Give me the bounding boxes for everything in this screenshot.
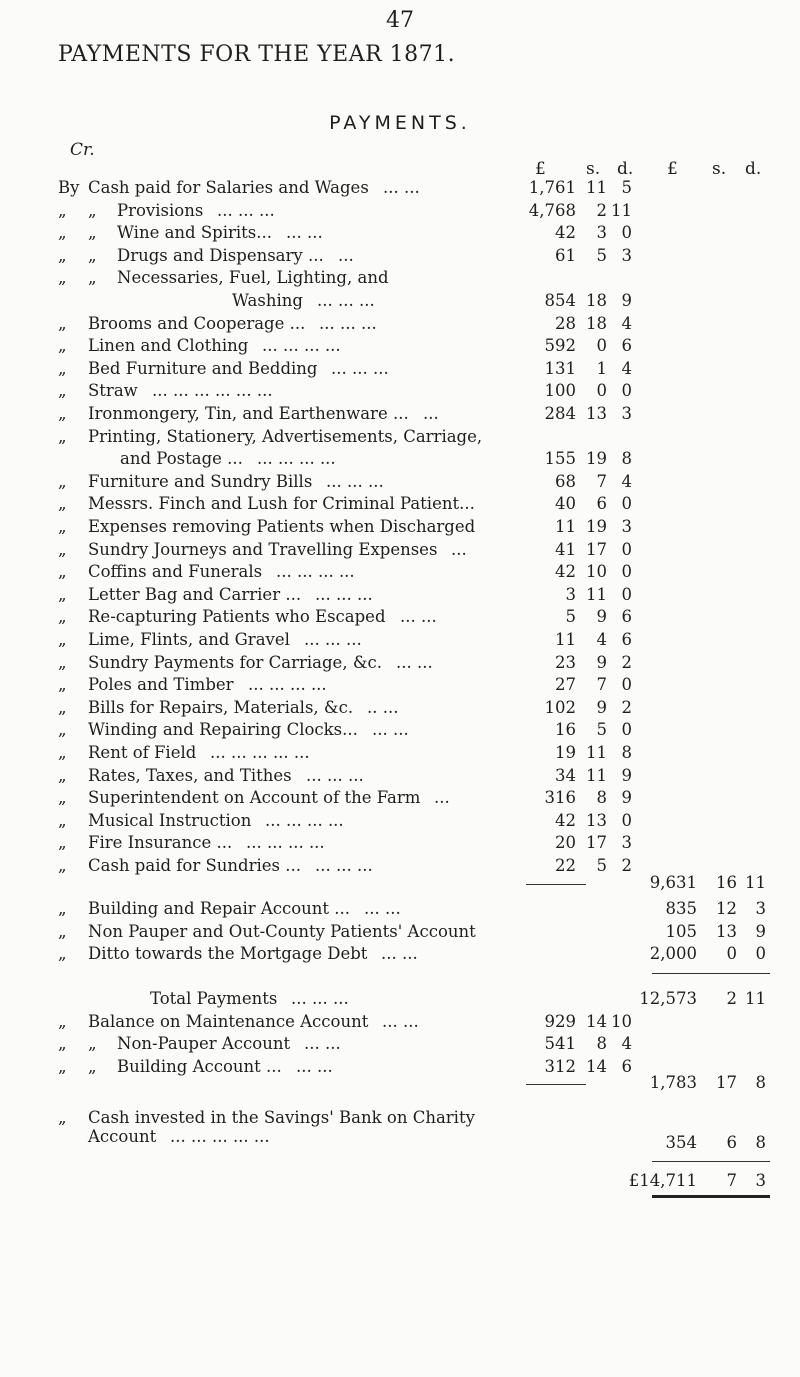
outer-shillings-header: s. — [712, 159, 727, 179]
line-item-17-pounds: 3 — [565, 584, 576, 604]
other-account-3-leader: ... ... — [381, 944, 418, 964]
line-item-25-pounds: 34 — [555, 765, 576, 785]
line-item-24-shillings: 11 — [586, 743, 607, 762]
line-item-23-pounds: 16 — [555, 720, 576, 740]
other-account-2-description: Non Pauper and Out-County Patients' Account — [88, 921, 476, 941]
line-item-20-pounds: 23 — [555, 652, 576, 672]
outer-pounds-header: £ — [667, 159, 678, 179]
balance-2-leader: ... ... — [304, 1034, 341, 1054]
inner-pounds-header: £ — [535, 159, 546, 179]
total-payments-shillings: 2 — [726, 989, 737, 1008]
line-item-9-shillings: 0 — [596, 381, 607, 401]
line-item-14-pounds: 11 — [555, 517, 576, 536]
line-item-24-pence: 8 — [621, 743, 632, 762]
line-item-23-prefix: „ — [58, 720, 67, 740]
other-account-1-pounds: 835 — [665, 899, 697, 919]
other-account-2-shillings: 13 — [716, 921, 737, 941]
other-account-2-prefix: „ — [58, 921, 67, 941]
line-item-25-leader: ... ... ... — [306, 765, 364, 785]
savings-continuation: Account — [88, 1126, 157, 1146]
savings-pence: 8 — [755, 1132, 766, 1152]
savings-description: Cash invested in the Savings' Bank on Charity — [88, 1108, 475, 1127]
line-item-4-pence: 3 — [621, 245, 632, 265]
line-item-22-shillings: 9 — [596, 697, 607, 717]
line-item-10-description: Ironmongery, Tin, and Earthenware ... — [88, 404, 409, 423]
line-item-5-prefix: „ — [58, 268, 67, 288]
inner-shillings-header: s. — [586, 159, 601, 179]
line-item-4-pounds: 61 — [555, 245, 576, 265]
side-label: Cr. — [70, 140, 95, 160]
line-item-4-ditto: „ — [88, 245, 97, 265]
line-item-27-pounds: 42 — [555, 810, 576, 830]
line-item-7-description: Linen and Clothing — [88, 336, 249, 356]
line-item-15-shillings: 17 — [586, 539, 607, 559]
line-item-21-leader: ... ... ... ... — [248, 675, 327, 695]
line-item-7-prefix: „ — [58, 336, 67, 356]
line-item-18-leader: ... ... — [400, 607, 437, 627]
balances-total-pounds: 1,783 — [649, 1073, 697, 1093]
line-item-11-leader: ... ... ... ... — [257, 449, 336, 469]
savings-pounds: 354 — [665, 1132, 697, 1152]
line-item-10-shillings: 13 — [586, 404, 607, 423]
line-item-12-leader: ... ... ... — [326, 471, 384, 491]
line-item-8-pounds: 131 — [544, 358, 576, 378]
line-item-14-description: Expenses removing Patients when Discharged — [88, 517, 476, 536]
grand-total-double-rule — [652, 1195, 770, 1198]
line-item-8-leader: ... ... ... — [331, 358, 389, 378]
balance-2-ditto: „ — [88, 1034, 97, 1054]
line-item-10-pence: 3 — [621, 404, 632, 423]
line-item-19-description: Lime, Flints, and Gravel — [88, 630, 290, 649]
grand-total-rule — [652, 1161, 770, 1162]
outer-pence-header: d. — [745, 159, 762, 179]
line-item-24-pounds: 19 — [555, 743, 576, 762]
savings-shillings: 6 — [726, 1132, 737, 1152]
line-item-18-prefix: „ — [58, 607, 67, 627]
line-item-28-leader: ... ... ... ... — [246, 833, 325, 853]
line-item-22-description: Bills for Repairs, Materials, &c. — [88, 697, 354, 717]
line-item-16-prefix: „ — [58, 562, 67, 582]
line-item-29-shillings: 5 — [596, 856, 607, 875]
balance-2-shillings: 8 — [596, 1034, 607, 1054]
line-item-19-pence: 6 — [621, 630, 632, 649]
line-item-26-shillings: 8 — [596, 788, 607, 808]
line-item-7-leader: ... ... ... ... — [262, 336, 341, 356]
total-payments-label: Total Payments — [150, 989, 278, 1008]
line-item-20-prefix: „ — [58, 652, 67, 672]
line-item-1-pounds: 1,761 — [528, 178, 576, 197]
line-item-2-description: Provisions — [117, 200, 204, 220]
balance-3-leader: ... ... — [296, 1056, 333, 1076]
line-item-26-pounds: 316 — [544, 788, 576, 808]
line-item-6-description: Brooms and Cooperage ... — [88, 313, 306, 333]
line-item-6-pence: 4 — [621, 313, 632, 333]
line-item-2-pounds: 4,768 — [528, 200, 576, 220]
line-item-28-description: Fire Insurance ... — [88, 833, 233, 853]
line-item-4-description: Drugs and Dispensary ... — [117, 245, 324, 265]
balance-1-pounds: 929 — [544, 1011, 576, 1031]
balance-3-prefix: „ — [58, 1056, 67, 1076]
other-account-3-description: Ditto towards the Mortgage Debt — [88, 944, 368, 964]
line-item-16-shillings: 10 — [586, 562, 607, 582]
line-item-16-description: Coffins and Funerals — [88, 562, 263, 582]
line-item-9-description: Straw — [88, 381, 138, 401]
line-item-18-shillings: 9 — [596, 607, 607, 627]
line-item-9-pounds: 100 — [544, 381, 576, 401]
line-item-1-leader: ... ... — [383, 178, 420, 197]
line-item-4-prefix: „ — [58, 245, 67, 265]
total-payments-leader: ... ... ... — [291, 989, 349, 1008]
line-item-19-shillings: 4 — [596, 630, 607, 649]
line-item-11-description: Printing, Stationery, Advertisements, Carriage, — [88, 426, 483, 446]
section-title: PAYMENTS. — [329, 112, 471, 134]
balance-1-pence: 10 — [611, 1011, 632, 1031]
line-item-20-shillings: 9 — [596, 652, 607, 672]
line-item-17-leader: ... ... ... — [315, 584, 373, 604]
grand-total-pence: 3 — [755, 1171, 766, 1191]
line-item-11-pounds: 155 — [544, 449, 576, 469]
other-account-3-pounds: 2,000 — [649, 944, 697, 964]
balance-2-pence: 4 — [621, 1034, 632, 1054]
line-item-13-shillings: 6 — [596, 494, 607, 514]
line-item-21-pence: 0 — [621, 675, 632, 695]
line-item-12-pounds: 68 — [555, 471, 576, 491]
other-account-1-pence: 3 — [755, 899, 766, 919]
total-payments-rule — [652, 973, 770, 974]
line-item-17-shillings: 11 — [586, 584, 607, 604]
line-item-22-prefix: „ — [58, 697, 67, 717]
line-item-10-prefix: „ — [58, 404, 67, 423]
line-item-19-leader: ... ... ... — [304, 630, 362, 649]
line-item-18-pence: 6 — [621, 607, 632, 627]
line-item-19-prefix: „ — [58, 630, 67, 649]
line-item-27-leader: ... ... ... ... — [265, 810, 344, 830]
line-item-7-pence: 6 — [621, 336, 632, 356]
line-item-3-leader: ... ... — [286, 223, 323, 243]
line-item-25-prefix: „ — [58, 765, 67, 785]
line-item-14-shillings: 19 — [586, 517, 607, 536]
line-item-10-pounds: 284 — [544, 404, 576, 423]
line-item-29-pounds: 22 — [555, 856, 576, 875]
line-item-20-leader: ... ... — [396, 652, 433, 672]
line-item-29-prefix: „ — [58, 856, 67, 875]
line-item-15-prefix: „ — [58, 539, 67, 559]
subtotal-dash-rule — [526, 884, 586, 885]
line-item-20-pence: 2 — [621, 652, 632, 672]
line-item-18-pounds: 5 — [565, 607, 576, 627]
line-item-23-description: Winding and Repairing Clocks... — [88, 720, 358, 740]
savings-prefix: „ — [58, 1108, 67, 1127]
line-item-14-pence: 3 — [621, 517, 632, 536]
other-account-1-prefix: „ — [58, 899, 67, 919]
balance-2-description: Non-Pauper Account — [117, 1034, 291, 1054]
line-item-24-description: Rent of Field — [88, 743, 197, 762]
line-item-3-description: Wine and Spirits... — [117, 223, 272, 243]
line-item-11-pence: 8 — [621, 449, 632, 469]
line-item-21-description: Poles and Timber — [88, 675, 234, 695]
line-item-7-shillings: 0 — [596, 336, 607, 356]
line-item-5-leader: ... ... ... — [317, 291, 375, 310]
balance-2-prefix: „ — [58, 1034, 67, 1054]
line-item-26-description: Superintendent on Account of the Farm — [88, 788, 421, 808]
line-item-1-prefix: By — [58, 178, 80, 197]
line-item-7-pounds: 592 — [544, 336, 576, 356]
balance-1-description: Balance on Maintenance Account — [88, 1011, 369, 1031]
line-item-9-pence: 0 — [621, 381, 632, 401]
line-item-14-prefix: „ — [58, 517, 67, 536]
line-item-25-description: Rates, Taxes, and Tithes — [88, 765, 292, 785]
line-item-21-prefix: „ — [58, 675, 67, 695]
subtotal-1-pence: 11 — [745, 872, 766, 892]
line-item-12-shillings: 7 — [596, 471, 607, 491]
line-item-12-pence: 4 — [621, 471, 632, 491]
page-heading: PAYMENTS FOR THE YEAR 1871. — [58, 42, 456, 67]
balance-3-ditto: „ — [88, 1056, 97, 1076]
grand-total-shillings: 7 — [726, 1171, 737, 1191]
line-item-25-pence: 9 — [621, 765, 632, 785]
line-item-5-continuation: Washing — [232, 291, 303, 310]
balance-1-shillings: 14 — [586, 1011, 607, 1031]
line-item-28-pounds: 20 — [555, 833, 576, 853]
line-item-1-description: Cash paid for Salaries and Wages — [88, 178, 369, 197]
line-item-15-pounds: 41 — [555, 539, 576, 559]
line-item-15-leader: ... — [451, 539, 467, 559]
other-account-2-pounds: 105 — [665, 921, 697, 941]
line-item-3-pence: 0 — [621, 223, 632, 243]
line-item-23-shillings: 5 — [596, 720, 607, 740]
line-item-5-pounds: 854 — [544, 291, 576, 310]
line-item-23-pence: 0 — [621, 720, 632, 740]
page-number: 47 — [386, 8, 414, 33]
other-account-3-pence: 0 — [755, 944, 766, 964]
line-item-27-pence: 0 — [621, 810, 632, 830]
balance-3-shillings: 14 — [586, 1056, 607, 1076]
line-item-9-prefix: „ — [58, 381, 67, 401]
line-item-16-pounds: 42 — [555, 562, 576, 582]
other-account-3-shillings: 0 — [726, 944, 737, 964]
balance-1-leader: ... ... — [382, 1011, 419, 1031]
line-item-2-pence: 11 — [611, 200, 632, 220]
line-item-2-shillings: 2 — [596, 200, 607, 220]
line-item-15-pence: 0 — [621, 539, 632, 559]
line-item-6-prefix: „ — [58, 313, 67, 333]
line-item-17-prefix: „ — [58, 584, 67, 604]
line-item-3-prefix: „ — [58, 223, 67, 243]
line-item-19-pounds: 11 — [555, 630, 576, 649]
line-item-11-continuation: and Postage ... — [120, 449, 243, 469]
line-item-26-leader: ... — [434, 788, 450, 808]
line-item-16-leader: ... ... ... ... — [276, 562, 355, 582]
line-item-18-description: Re-capturing Patients who Escaped — [88, 607, 386, 627]
line-item-22-leader: .. ... — [367, 697, 399, 717]
line-item-15-description: Sundry Journeys and Travelling Expenses — [88, 539, 438, 559]
line-item-3-ditto: „ — [88, 223, 97, 243]
line-item-6-shillings: 18 — [586, 313, 607, 333]
line-item-6-pounds: 28 — [555, 313, 576, 333]
other-account-1-shillings: 12 — [716, 899, 737, 919]
line-item-2-ditto: „ — [88, 200, 97, 220]
grand-total-pounds: £14,711 — [628, 1171, 697, 1191]
line-item-22-pence: 2 — [621, 697, 632, 717]
subtotal-1-pounds: 9,631 — [649, 872, 697, 892]
line-item-5-description: Necessaries, Fuel, Lighting, and — [117, 268, 389, 288]
other-account-2-pence: 9 — [755, 921, 766, 941]
inner-pence-header: d. — [617, 159, 634, 179]
line-item-1-pence: 5 — [621, 178, 632, 197]
line-item-11-prefix: „ — [58, 426, 67, 446]
line-item-5-shillings: 18 — [586, 291, 607, 310]
line-item-2-prefix: „ — [58, 200, 67, 220]
balances-dash-rule — [526, 1084, 586, 1085]
subtotal-1-shillings: 16 — [716, 872, 737, 892]
line-item-4-leader: ... — [338, 245, 354, 265]
line-item-26-pence: 9 — [621, 788, 632, 808]
line-item-12-prefix: „ — [58, 471, 67, 491]
line-item-22-pounds: 102 — [544, 697, 576, 717]
line-item-27-prefix: „ — [58, 810, 67, 830]
line-item-27-description: Musical Instruction — [88, 810, 252, 830]
other-account-1-leader: ... ... — [364, 899, 401, 919]
line-item-24-leader: ... ... ... ... ... — [210, 743, 310, 762]
line-item-12-description: Furniture and Sundry Bills — [88, 471, 313, 491]
line-item-21-shillings: 7 — [596, 675, 607, 695]
balance-3-description: Building Account ... — [117, 1056, 282, 1076]
line-item-24-prefix: „ — [58, 743, 67, 762]
line-item-25-shillings: 11 — [586, 765, 607, 785]
balance-3-pounds: 312 — [544, 1056, 576, 1076]
line-item-13-pounds: 40 — [555, 494, 576, 514]
line-item-17-pence: 0 — [621, 584, 632, 604]
line-item-17-description: Letter Bag and Carrier ... — [88, 584, 302, 604]
other-account-3-prefix: „ — [58, 944, 67, 964]
line-item-2-leader: ... ... ... — [217, 200, 275, 220]
balances-total-shillings: 17 — [716, 1073, 737, 1093]
line-item-8-shillings: 1 — [596, 358, 607, 378]
line-item-11-shillings: 19 — [586, 449, 607, 469]
balance-3-pence: 6 — [621, 1056, 632, 1076]
line-item-28-shillings: 17 — [586, 833, 607, 853]
line-item-13-prefix: „ — [58, 494, 67, 514]
line-item-21-pounds: 27 — [555, 675, 576, 695]
line-item-9-leader: ... ... ... ... ... ... — [152, 381, 273, 401]
line-item-8-description: Bed Furniture and Bedding — [88, 358, 318, 378]
line-item-29-leader: ... ... ... — [315, 856, 373, 875]
line-item-1-shillings: 11 — [586, 178, 607, 197]
total-payments-pence: 11 — [745, 989, 766, 1008]
line-item-3-shillings: 3 — [596, 223, 607, 243]
line-item-13-description: Messrs. Finch and Lush for Criminal Patient... — [88, 494, 475, 514]
line-item-23-leader: ... ... — [372, 720, 409, 740]
line-item-13-pence: 0 — [621, 494, 632, 514]
line-item-10-leader: ... — [423, 404, 439, 423]
line-item-4-shillings: 5 — [596, 245, 607, 265]
line-item-16-pence: 0 — [621, 562, 632, 582]
line-item-8-pence: 4 — [621, 358, 632, 378]
line-item-26-prefix: „ — [58, 788, 67, 808]
other-account-1-description: Building and Repair Account ... — [88, 899, 351, 919]
line-item-5-ditto: „ — [88, 268, 97, 288]
total-payments-pounds: 12,573 — [639, 989, 697, 1008]
balances-total-pence: 8 — [755, 1073, 766, 1093]
line-item-8-prefix: „ — [58, 358, 67, 378]
line-item-29-description: Cash paid for Sundries ... — [88, 856, 301, 875]
line-item-28-pence: 3 — [621, 833, 632, 853]
line-item-3-pounds: 42 — [555, 223, 576, 243]
line-item-27-shillings: 13 — [586, 810, 607, 830]
line-item-20-description: Sundry Payments for Carriage, &c. — [88, 652, 382, 672]
balance-2-pounds: 541 — [544, 1034, 576, 1054]
line-item-28-prefix: „ — [58, 833, 67, 853]
line-item-29-pence: 2 — [621, 856, 632, 875]
balance-1-prefix: „ — [58, 1011, 67, 1031]
line-item-5-pence: 9 — [621, 291, 632, 310]
line-item-6-leader: ... ... ... — [319, 313, 377, 333]
savings-leader: ... ... ... ... ... — [170, 1126, 270, 1146]
